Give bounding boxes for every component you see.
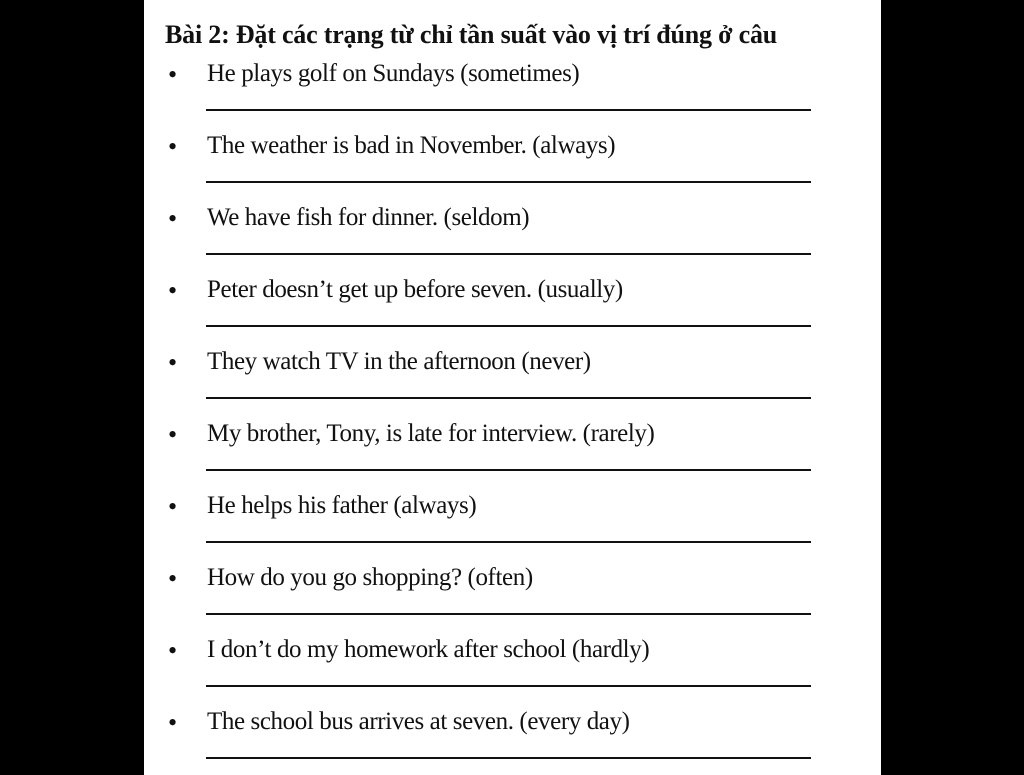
exercise-item [144,200,881,272]
bullet-icon: • [168,636,178,665]
exercise-item [144,704,881,775]
answer-line [206,685,811,687]
worksheet-page [144,0,881,775]
exercise-heading: Bài 2: Đặt các trạng từ chỉ tần suất vào vị trí đúng ở câu [165,20,778,49]
bullet-icon: • [168,708,178,737]
answer-line [206,181,811,183]
exercise-item [144,488,881,560]
bullet-icon: • [168,348,178,377]
answer-line [206,613,811,615]
exercise-item [144,56,881,128]
answer-line [206,325,811,327]
bullet-icon: • [168,132,178,161]
exercise-sentence: I don’t do my homework after school (hardly) [207,636,650,663]
exercise-item [144,416,881,488]
exercise-sentence: We have fish for dinner. (seldom) [207,204,530,231]
exercise-item [144,128,881,200]
exercise-item [144,632,881,704]
bullet-icon: • [168,564,178,593]
exercise-sentence: The school bus arrives at seven. (every day) [207,708,630,735]
exercise-list [144,56,881,775]
bullet-icon: • [168,204,178,233]
exercise-sentence: Peter doesn’t get up before seven. (usually) [207,276,623,303]
exercise-sentence: They watch TV in the afternoon (never) [207,348,591,375]
bullet-icon: • [168,492,178,521]
answer-line [206,397,811,399]
exercise-sentence: The weather is bad in November. (always) [207,132,616,159]
exercise-sentence: He plays golf on Sundays (sometimes) [207,60,580,87]
bullet-icon: • [168,276,178,305]
answer-line [206,757,811,759]
exercise-item [144,560,881,632]
answer-line [206,469,811,471]
bullet-icon: • [168,60,178,89]
bullet-icon: • [168,420,178,449]
exercise-sentence: How do you go shopping? (often) [207,564,533,591]
answer-line [206,253,811,255]
exercise-item [144,344,881,416]
answer-line [206,541,811,543]
exercise-sentence: My brother, Tony, is late for interview. (rarely) [207,420,655,447]
answer-line [206,109,811,111]
exercise-sentence: He helps his father (always) [207,492,477,519]
exercise-item [144,272,881,344]
